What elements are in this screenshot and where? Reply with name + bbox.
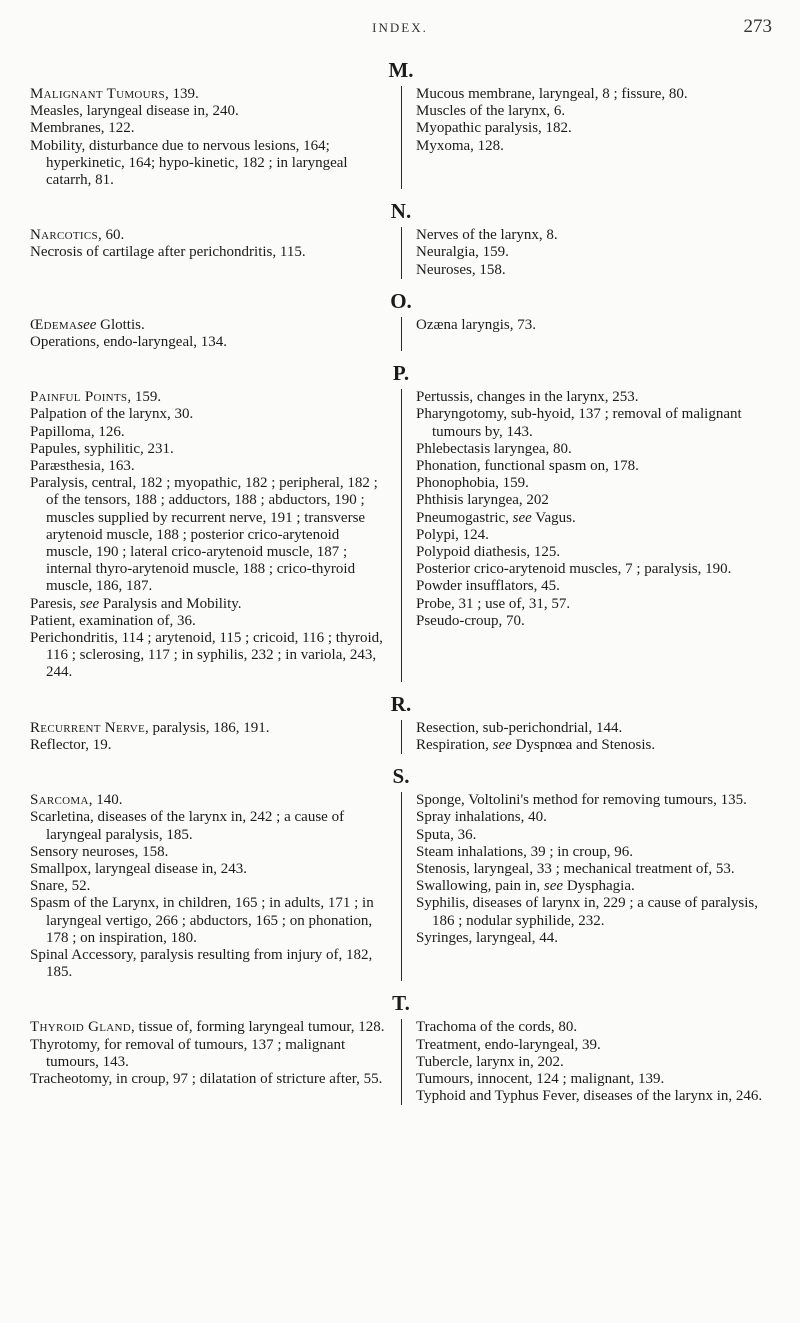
index-entry (30, 947, 388, 981)
index-entry (416, 720, 772, 737)
index-entry (416, 317, 772, 334)
entry-text: Syringes, laryngeal, 44. (416, 929, 559, 946)
index-entry (416, 510, 772, 527)
index-entry (30, 389, 388, 406)
entry-text: Trachoma of the cords, 80. (416, 1019, 578, 1036)
index-entry (30, 737, 388, 754)
entry-text: Phonation, functional spasm on, 178. (416, 458, 639, 475)
entry-text: Syphilis, diseases of larynx in, 229 ; a cause of paralysis, 186 ; nodular syphilide, 232. (416, 895, 759, 929)
entry-text: Mobility, disturbance due to nervous lesions, 164; hyperkinetic, 164; hypo-kinetic, 182 ; in laryngeal catarrh, 81. (30, 137, 348, 189)
index-section (30, 692, 772, 754)
index-entry (30, 895, 388, 947)
index-section (30, 764, 772, 981)
index-entry (416, 930, 772, 947)
section-columns (30, 86, 772, 189)
page-header (0, 16, 800, 46)
left-column (30, 720, 401, 754)
index-entry (416, 878, 772, 895)
entry-text: Palpation of the larynx, 30. (30, 406, 194, 423)
entry-text: Polypi, 124. (416, 526, 489, 543)
index-entry (416, 441, 772, 458)
entry-text: Necrosis of cartilage after perichondritis, 115. (30, 244, 306, 261)
entry-term: Paresis, (30, 595, 80, 612)
entry-text: Spinal Accessory, paralysis resulting from injury of, 182, 185. (30, 946, 373, 981)
index-entry (416, 578, 772, 595)
entry-text: Vagus. (531, 509, 576, 526)
index-entry (30, 809, 388, 843)
index-entry (416, 86, 772, 103)
entry-heading: Sarcoma (30, 792, 89, 809)
entry-text: Mucous membrane, laryngeal, 8 ; fissure, 80. (416, 86, 688, 102)
right-column (401, 1019, 772, 1105)
left-column (30, 389, 401, 681)
see-reference: see (492, 736, 512, 753)
entry-text: Polypoid diathesis, 125. (416, 544, 561, 561)
section-letter: O. (390, 288, 412, 313)
entry-text: Paræsthesia, 163. (30, 458, 135, 475)
index-entry (416, 492, 772, 509)
index-entry (416, 389, 772, 406)
index-entry (416, 1088, 772, 1105)
entry-text: Steam inhalations, 39 ; in croup, 96. (416, 843, 634, 860)
index-entry (416, 1071, 772, 1088)
right-column (401, 792, 772, 981)
entry-text: , 139. (164, 86, 199, 102)
entry-text: Tubercle, larynx in, 202. (416, 1053, 564, 1070)
entry-heading: Narcotics (30, 227, 98, 244)
entry-text: Phonophobia, 159. (416, 475, 529, 492)
index-section (30, 58, 772, 189)
index-entry (416, 527, 772, 544)
entry-text: Paralysis and Mobility. (99, 595, 242, 612)
entry-text: Glottis. (96, 316, 145, 333)
index-entry (30, 244, 388, 261)
entry-text: Membranes, 122. (30, 120, 135, 137)
entry-text: Resection, sub-perichondrial, 144. (416, 719, 623, 736)
index-entry (30, 844, 388, 861)
index-entry (30, 613, 388, 630)
entry-text: Pertussis, changes in the larynx, 253. (416, 389, 639, 406)
entry-text: Myxoma, 128. (416, 137, 504, 154)
section-columns (30, 317, 772, 351)
entry-text: , tissue of, forming laryngeal tumour, 128. (130, 1019, 385, 1036)
see-reference: see (543, 878, 564, 895)
left-column (30, 792, 401, 981)
index-entry (30, 1071, 388, 1088)
section-columns (30, 227, 772, 279)
index-entry (416, 809, 772, 826)
section-columns (30, 792, 772, 981)
entry-text: Phthisis laryngea, 202 (416, 492, 549, 509)
index-entry (416, 596, 772, 613)
section-letter: P. (392, 361, 410, 386)
index-entry (416, 406, 772, 440)
entry-text: Ozæna laryngis, 73. (416, 316, 536, 333)
entry-text: Spray inhalations, 40. (416, 809, 547, 826)
index-entry (416, 827, 772, 844)
entry-term: Swallowing, pain in, (416, 878, 544, 895)
entry-heading: Œdema (30, 316, 78, 333)
left-column (30, 86, 401, 189)
entry-text: , 60. (97, 227, 125, 244)
index-content (30, 58, 772, 1115)
index-entry (30, 317, 388, 334)
index-section (30, 199, 772, 279)
entry-text: Dyspnœa and Stenosis. (511, 736, 656, 753)
entry-text: Sponge, Voltolini's method for removing tumours, 135. (416, 792, 747, 809)
entry-text: Stenosis, laryngeal, 33 ; mechanical treatment of, 53. (416, 860, 735, 877)
index-entry (416, 844, 772, 861)
see-reference: see (512, 509, 532, 526)
index-entry (30, 86, 388, 103)
entry-text: Reflector, 19. (30, 736, 112, 753)
index-entry (30, 441, 388, 458)
entry-text: Papilloma, 126. (30, 423, 125, 440)
entry-term: Respiration, (416, 736, 493, 753)
index-entry (416, 475, 772, 492)
entry-text: Phlebectasis laryngea, 80. (416, 440, 572, 457)
entry-text: Sputa, 36. (416, 826, 477, 843)
entry-heading: Thyroid Gland (30, 1019, 131, 1036)
index-entry (30, 424, 388, 441)
page-number: 273 (743, 16, 772, 37)
index-entry (30, 596, 388, 613)
entry-term: Pneumogastric, (416, 509, 513, 526)
entry-heading: Recurrent Nerve (30, 719, 145, 736)
index-entry (30, 475, 388, 595)
see-reference: see (80, 595, 100, 612)
entry-text: Powder insufflators, 45. (416, 578, 560, 595)
section-columns (30, 389, 772, 681)
section-columns (30, 720, 772, 754)
entry-text: , paralysis, 186, 191. (144, 719, 270, 736)
section-letter: M. (388, 58, 414, 82)
index-section (30, 361, 772, 681)
index-entry (30, 792, 388, 809)
index-entry (416, 613, 772, 630)
index-entry (30, 720, 388, 737)
index-entry (30, 120, 388, 137)
index-entry (30, 103, 388, 120)
entry-text: Thyrotomy, for removal of tumours, 137 ; malignant tumours, 143. (30, 1036, 346, 1070)
index-entry (416, 227, 772, 244)
index-entry (416, 895, 772, 929)
left-column (30, 1019, 401, 1105)
index-section (30, 991, 772, 1105)
index-entry (30, 406, 388, 423)
right-column (401, 389, 772, 681)
entry-text: Perichondritis, 114 ; arytenoid, 115 ; cricoid, 116 ; thyroid, 116 ; sclerosing, 117 ; in syphilis, 232 ; in variola, 243, 244. (30, 630, 383, 681)
entry-text: Treatment, endo-laryngeal, 39. (416, 1036, 601, 1053)
entry-text: , 159. (127, 389, 162, 406)
index-entry (30, 861, 388, 878)
entry-text: Papules, syphilitic, 231. (30, 440, 174, 457)
index-entry (30, 1037, 388, 1071)
index-entry (416, 561, 772, 578)
left-column (30, 317, 401, 351)
entry-text: Patient, examination of, 36. (30, 612, 196, 629)
index-entry (30, 458, 388, 475)
entry-text: Sensory neuroses, 158. (30, 843, 169, 860)
entry-text: Nerves of the larynx, 8. (416, 227, 558, 244)
index-entry (416, 1037, 772, 1054)
entry-text: Muscles of the larynx, 6. (416, 103, 566, 120)
entry-text: , 140. (88, 792, 123, 809)
index-entry (30, 334, 388, 351)
entry-text: Neuroses, 158. (416, 261, 506, 278)
index-entry (416, 458, 772, 475)
right-column (401, 317, 772, 351)
entry-text: Posterior crico-arytenoid muscles, 7 ; paralysis, 190. (416, 561, 732, 578)
see-reference: see (77, 316, 97, 333)
entry-heading: Malignant Tumours (30, 86, 165, 102)
left-column (30, 227, 401, 279)
running-title: INDEX. (372, 20, 428, 35)
index-entry (416, 792, 772, 809)
index-entry (416, 244, 772, 261)
section-letter: S. (392, 764, 410, 789)
entry-text: Pharyngotomy, sub-hyoid, 137 ; removal of malignant tumours by, 143. (416, 406, 742, 440)
index-entry (416, 138, 772, 155)
index-entry (416, 1019, 772, 1036)
index-entry (30, 878, 388, 895)
index-entry (30, 630, 388, 682)
entry-text: Tracheotomy, in croup, 97 ; dilatation of stricture after, 55. (30, 1070, 383, 1087)
entry-text: Snare, 52. (30, 878, 91, 895)
entry-text: Dysphagia. (563, 878, 635, 895)
entry-text: Spasm of the Larynx, in children, 165 ; in adults, 171 ; in laryngeal vertigo, 266 ; abductors, 165 ; on phonation, 178 ; on inspiration, 180. (30, 895, 374, 946)
right-column (401, 227, 772, 279)
entry-text: Myopathic paralysis, 182. (416, 120, 572, 137)
entry-text: Pseudo-croup, 70. (416, 612, 525, 629)
entry-text: Scarletina, diseases of the larynx in, 242 ; a cause of laryngeal paralysis, 185. (30, 809, 345, 843)
section-letter: R. (390, 691, 412, 716)
index-entry (416, 120, 772, 137)
entry-text: Typhoid and Typhus Fever, diseases of the larynx in, 246. (416, 1088, 763, 1105)
index-entry (416, 1054, 772, 1071)
right-column (401, 720, 772, 754)
right-column (401, 86, 772, 189)
index-entry (30, 1019, 388, 1036)
index-entry (416, 861, 772, 878)
entry-text: Smallpox, laryngeal disease in, 243. (30, 860, 248, 877)
index-entry (416, 544, 772, 561)
entry-text: Tumours, innocent, 124 ; malignant, 139. (416, 1070, 665, 1087)
index-entry (416, 262, 772, 279)
index-entry (30, 227, 388, 244)
entry-text: Measles, laryngeal disease in, 240. (30, 103, 239, 120)
section-columns (30, 1019, 772, 1105)
entry-text: Neuralgia, 159. (416, 244, 509, 261)
entry-heading: Painful Points (30, 389, 128, 406)
entry-text: Operations, endo-laryngeal, 134. (30, 334, 228, 351)
section-letter: T. (392, 991, 410, 1016)
index-entry (416, 103, 772, 120)
entry-text: Paralysis, central, 182 ; myopathic, 182 ; peripheral, 182 ; of the tensors, 188 ; adductors, 188 ; abductors, 190 ; muscles supplied by recurrent nerve, 191 ; transverse arytenoid muscle, 188 ; posterior crico-arytenoid muscle, 190 ; lateral crico-arytenoid muscle, 187 ; internal thyro-arytenoid muscle, 188 ; crico-thyroid muscle, 186, 187. (30, 475, 378, 595)
index-entry (416, 737, 772, 754)
index-entry (30, 138, 388, 190)
section-letter: N. (390, 199, 412, 224)
entry-text: Probe, 31 ; use of, 31, 57. (416, 595, 571, 612)
index-section (30, 289, 772, 351)
